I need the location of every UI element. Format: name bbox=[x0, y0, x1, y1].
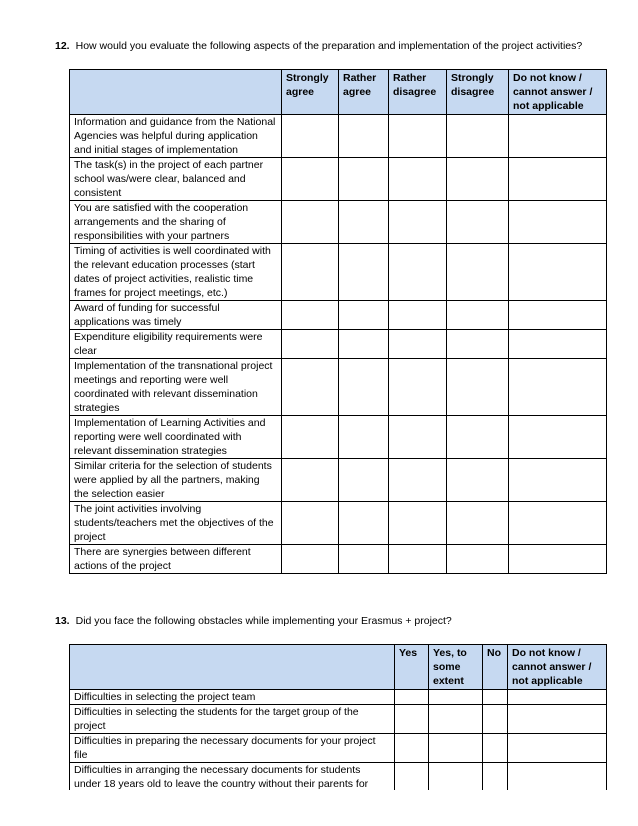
header-strongly-agree: Strongly agree bbox=[282, 70, 339, 115]
obstacle-row bbox=[70, 705, 607, 734]
row-statement: Implementation of the transnational project meetings and reporting were well coordinated with relevant dissemination strategies bbox=[70, 359, 282, 416]
answer-cell[interactable] bbox=[395, 705, 429, 734]
obstacle-row bbox=[70, 690, 607, 705]
row-statement: There are synergies between different actions of the project bbox=[70, 545, 282, 574]
answer-cell[interactable] bbox=[483, 690, 508, 705]
row-statement: Difficulties in arranging the necessary documents for students under 18 years old to leave the country without their parents for bbox=[70, 763, 395, 791]
answer-cell[interactable] bbox=[508, 705, 607, 734]
answer-cell[interactable] bbox=[429, 705, 483, 734]
answer-cell[interactable] bbox=[429, 763, 483, 791]
row-statement: Implementation of Learning Activities and reporting were well coordinated with relevant dissemination strategies bbox=[70, 416, 282, 459]
header-rather-agree: Rather agree bbox=[339, 70, 389, 115]
question-13-number: 13. bbox=[55, 615, 70, 627]
row-statement: The task(s) in the project of each partner school was/were clear, balanced and consistent bbox=[70, 158, 282, 201]
row-statement: Difficulties in selecting the project team bbox=[70, 690, 395, 705]
answer-cell[interactable] bbox=[508, 734, 607, 763]
header-dont-know: Do not know / cannot answer / not applicable bbox=[508, 645, 607, 690]
answer-cell[interactable] bbox=[483, 763, 508, 791]
row-statement: Difficulties in preparing the necessary documents for your project file bbox=[70, 734, 395, 763]
row-statement: You are satisfied with the cooperation arrangements and the sharing of responsibilities with your partners bbox=[70, 201, 282, 244]
answer-cell[interactable] bbox=[483, 734, 508, 763]
question-12-number: 12. bbox=[55, 40, 70, 52]
header-not-applicable: Do not know / cannot answer / not applicable bbox=[509, 70, 607, 115]
row-statement: Timing of activities is well coordinated with the relevant education processes (start dates of project activities, realistic time frames for project meetings, etc.) bbox=[70, 244, 282, 301]
obstacle-row bbox=[70, 763, 607, 791]
answer-cell[interactable] bbox=[395, 690, 429, 705]
question-12-text: How would you evaluate the following aspects of the preparation and implementation of the project activities? bbox=[75, 40, 583, 52]
header-rather-disagree: Rather disagree bbox=[389, 70, 447, 115]
row-statement: The joint activities involving students/teachers met the objectives of the project bbox=[70, 502, 282, 545]
row-statement: Similar criteria for the selection of students were applied by all the partners, making the selection easier bbox=[70, 459, 282, 502]
row-statement: Information and guidance from the National Agencies was helpful during application and initial stages of implementation bbox=[70, 115, 282, 158]
answer-cell[interactable] bbox=[483, 705, 508, 734]
answer-cell[interactable] bbox=[429, 690, 483, 705]
obstacle-row bbox=[70, 734, 607, 763]
answer-cell[interactable] bbox=[395, 734, 429, 763]
header-obstacle bbox=[70, 645, 395, 690]
answer-cell[interactable] bbox=[508, 763, 607, 791]
row-statement: Difficulties in selecting the students for the target group of the project bbox=[70, 705, 395, 734]
question-13-text: Did you face the following obstacles while implementing your Erasmus + project? bbox=[75, 615, 452, 627]
answer-cell[interactable] bbox=[395, 763, 429, 791]
row-statement: Award of funding for successful applications was timely bbox=[70, 301, 282, 330]
header-yes: Yes bbox=[395, 645, 429, 690]
header-strongly-disagree: Strongly disagree bbox=[447, 70, 509, 115]
obstacles-table bbox=[69, 644, 607, 790]
answer-cell[interactable] bbox=[508, 690, 607, 705]
obstacles-table-header bbox=[70, 645, 607, 690]
header-yes-some-extent: Yes, to some extent bbox=[429, 645, 483, 690]
row-statement: Expenditure eligibility requirements were clear bbox=[70, 330, 282, 359]
answer-cell[interactable] bbox=[429, 734, 483, 763]
header-no: No bbox=[483, 645, 508, 690]
